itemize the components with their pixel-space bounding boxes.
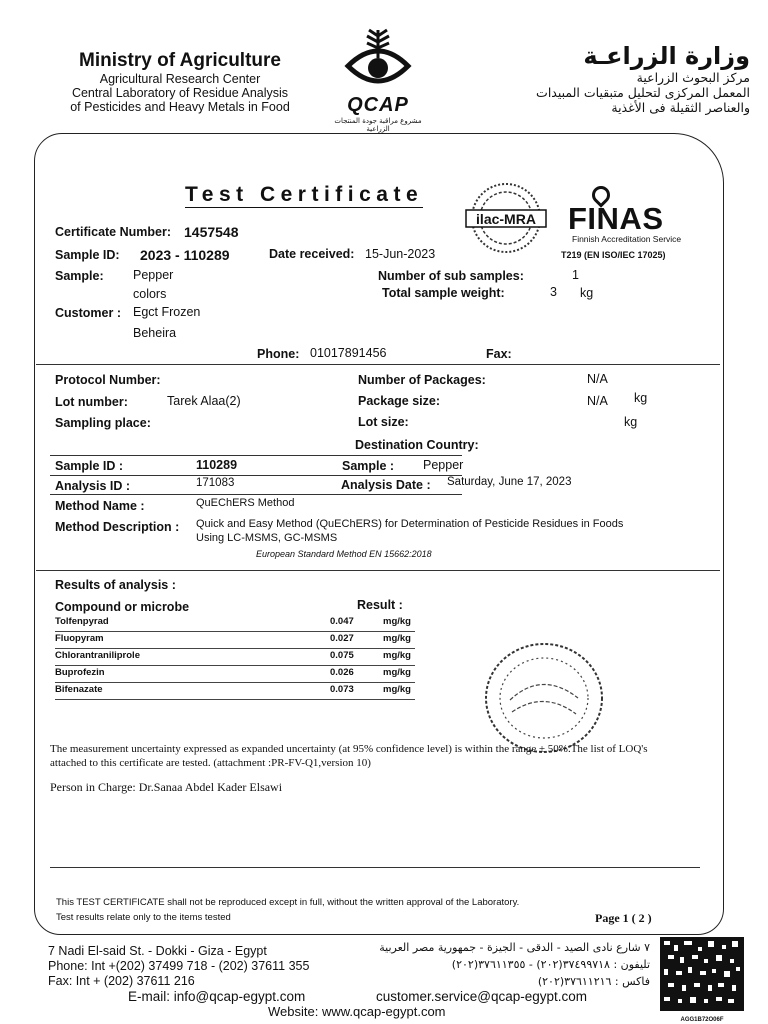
contact-fax: Fax: Int + (202) 37611 216 xyxy=(48,974,195,988)
contact-email[interactable]: E-mail: info@qcap-egypt.com xyxy=(128,989,306,1004)
customer-value: Beheira xyxy=(133,326,177,340)
method-desc: Using LC-MSMS, GC-MSMS xyxy=(196,532,338,544)
phone-value: 01017891456 xyxy=(310,346,387,360)
result-value: 0.073 xyxy=(330,684,354,695)
compound-name: Chlorantraniliprole xyxy=(55,650,140,661)
page-number: Page 1 ( 2 ) xyxy=(595,911,652,925)
divider xyxy=(36,364,720,365)
header-arabic xyxy=(478,42,750,115)
analysis-date-label: Analysis Date : xyxy=(341,478,431,492)
contact-website[interactable]: Website: www.qcap-egypt.com xyxy=(268,1004,446,1019)
method-standard: European Standard Method EN 15662:2018 xyxy=(256,549,432,559)
total-weight: 3 xyxy=(550,285,557,299)
certificate-title: Test Certificate xyxy=(185,183,424,206)
table-row xyxy=(55,648,415,666)
results-result-header: Result : xyxy=(357,598,403,612)
qr-code-icon xyxy=(660,937,744,1011)
footer-note: Test results relate only to the items tested xyxy=(56,912,231,923)
contact-phone-ar: تليفون : ٣٧٤٩٩٧١٨(٢٠٢) - ٣٧٦١١٣٥٥(٢٠٢) xyxy=(451,958,650,971)
compound-name: Tolfenpyrad xyxy=(55,616,109,627)
method-name: QuEChERS Method xyxy=(196,497,295,509)
customer-service-email[interactable]: customer.service@qcap-egypt.com xyxy=(376,989,588,1004)
finas-standard: T219 (EN ISO/IEC 17025) xyxy=(561,250,666,260)
phone-label: Phone: xyxy=(257,347,300,361)
contact-phone: Phone: Int +(202) 37499 718 - (202) 37611 355 xyxy=(48,959,310,973)
sample-label: Sample: xyxy=(55,269,104,283)
result-value: 0.026 xyxy=(330,667,354,678)
divider xyxy=(50,475,462,476)
lot-size-label: Lot size: xyxy=(358,415,409,429)
header-line-ar: والعناصر الثقيلة فى الأغذية xyxy=(611,100,750,115)
divider xyxy=(50,867,700,868)
result-unit: mg/kg xyxy=(383,650,411,661)
protocol-label: Protocol Number: xyxy=(55,373,161,387)
sample-id-label: Sample ID: xyxy=(55,248,120,262)
analysis-sample-id-label: Sample ID : xyxy=(55,459,124,473)
qr-code-text: AGG1B72O06F xyxy=(680,1017,724,1023)
compound-name: Bifenazate xyxy=(55,684,103,695)
result-value: 0.075 xyxy=(330,650,354,661)
package-size-label: Package size: xyxy=(358,394,440,408)
header-line-ar: المعمل المركزى لتحليل متبقيات المبيدات xyxy=(536,85,750,100)
qcap-logo xyxy=(322,26,434,133)
ilac-mra-logo xyxy=(462,180,550,256)
analysis-id: 171083 xyxy=(196,477,235,489)
total-weight-unit: kg xyxy=(580,286,594,300)
sub-samples-label: Number of sub samples: xyxy=(378,269,524,283)
ministry-title: Ministry of Agriculture xyxy=(79,50,281,71)
footer-note: This TEST CERTIFICATE shall not be reproduced except in full, without the written approval of the Laboratory. xyxy=(56,897,520,908)
sample-id: 2023 - 110289 xyxy=(140,247,230,263)
contact-fax-ar: فاكس : ٣٧٦١١٢١٦(٢٠٢) xyxy=(537,975,650,988)
result-value: 0.027 xyxy=(330,633,354,644)
qcap-logo-subtitle: مشروع مراقبة جودة المنتجات الزراعية xyxy=(334,117,422,133)
ilac-mra-text: ilac-MRA xyxy=(476,211,536,227)
divider xyxy=(50,494,462,495)
packages-label: Number of Packages: xyxy=(358,373,486,387)
table-row xyxy=(55,614,415,632)
method-desc-label: Method Description : xyxy=(55,520,180,534)
uncertainty-note: attached to this certificate are tested. (attachment :PR-FV-Q1,version 10) xyxy=(50,757,371,769)
analysis-sample: Pepper xyxy=(423,458,464,472)
cert-number-label: Certificate Number: xyxy=(55,225,171,239)
finas-logo xyxy=(561,186,698,260)
result-unit: mg/kg xyxy=(383,616,411,627)
sample-value: Pepper xyxy=(133,268,174,282)
customer-value: Egct Frozen xyxy=(133,305,201,319)
package-size-unit: kg xyxy=(634,391,648,405)
lot-number: Tarek Alaa(2) xyxy=(167,394,241,408)
analysis-date: Saturday, June 17, 2023 xyxy=(447,476,572,488)
finas-text: FINAS xyxy=(568,201,664,236)
qr-code-block xyxy=(660,937,744,1021)
header-english xyxy=(40,50,320,114)
analysis-sample-label: Sample : xyxy=(342,459,395,473)
destination-label: Destination Country: xyxy=(355,438,479,452)
table-row xyxy=(55,682,415,700)
header-line: Agricultural Research Center xyxy=(99,72,261,86)
contact-address-ar: ٧ شارع نادى الصيد - الدقى - الجيزة - جمهورية مصر العربية xyxy=(379,941,650,954)
eye-wheat-icon xyxy=(343,26,413,96)
uncertainty-note: The measurement uncertainty expressed as expanded uncertainty (at 95% confidence level) is within the range ± 50%.The list of LOQ's xyxy=(50,743,648,755)
sampling-place-label: Sampling place: xyxy=(55,416,151,430)
table-row xyxy=(55,631,415,649)
header-line-ar: مركز البحوث الزراعية xyxy=(636,70,750,85)
method-desc: Quick and Easy Method (QuEChERS) for Determination of Pesticide Residues in Foods xyxy=(196,518,624,530)
result-value: 0.047 xyxy=(330,616,354,627)
divider xyxy=(50,455,462,456)
ministry-title-ar: وزارة الزراعـة xyxy=(583,42,750,70)
table-row xyxy=(55,665,415,683)
cert-number: 1457548 xyxy=(184,224,239,240)
finas-subtitle: Finnish Accreditation Service xyxy=(572,234,682,244)
divider xyxy=(36,570,720,571)
analysis-sample-id: 110289 xyxy=(196,458,238,472)
results-compound-header: Compound or microbe xyxy=(55,600,190,614)
total-weight-label: Total sample weight: xyxy=(382,286,505,300)
date-received: 15-Jun-2023 xyxy=(365,247,436,261)
qcap-logo-text: QCAP xyxy=(347,94,409,116)
method-name-label: Method Name : xyxy=(55,499,145,513)
analysis-id-label: Analysis ID : xyxy=(55,479,131,493)
header-line: of Pesticides and Heavy Metals in Food xyxy=(70,100,290,114)
lot-number-label: Lot number: xyxy=(55,395,128,409)
results-heading: Results of analysis : xyxy=(55,578,176,592)
packages-value: N/A xyxy=(587,372,608,386)
compound-name: Buprofezin xyxy=(55,667,105,678)
result-unit: mg/kg xyxy=(383,633,411,644)
header-line: Central Laboratory of Residue Analysis xyxy=(71,86,289,100)
sample-value: colors xyxy=(133,287,167,301)
result-unit: mg/kg xyxy=(383,667,411,678)
customer-label: Customer : xyxy=(55,306,121,320)
sub-samples: 1 xyxy=(572,268,579,282)
compound-name: Fluopyram xyxy=(55,633,104,644)
contact-address: 7 Nadi El-said St. - Dokki - Giza - Egypt xyxy=(48,944,267,958)
lot-size-unit: kg xyxy=(624,415,638,429)
package-size: N/A xyxy=(587,394,608,408)
date-received-label: Date received: xyxy=(269,247,355,261)
fax-label: Fax: xyxy=(486,347,512,361)
result-unit: mg/kg xyxy=(383,684,411,695)
person-in-charge: Person in Charge: Dr.Sanaa Abdel Kader Elsawi xyxy=(50,780,283,794)
lab-stamp-icon xyxy=(482,640,612,760)
